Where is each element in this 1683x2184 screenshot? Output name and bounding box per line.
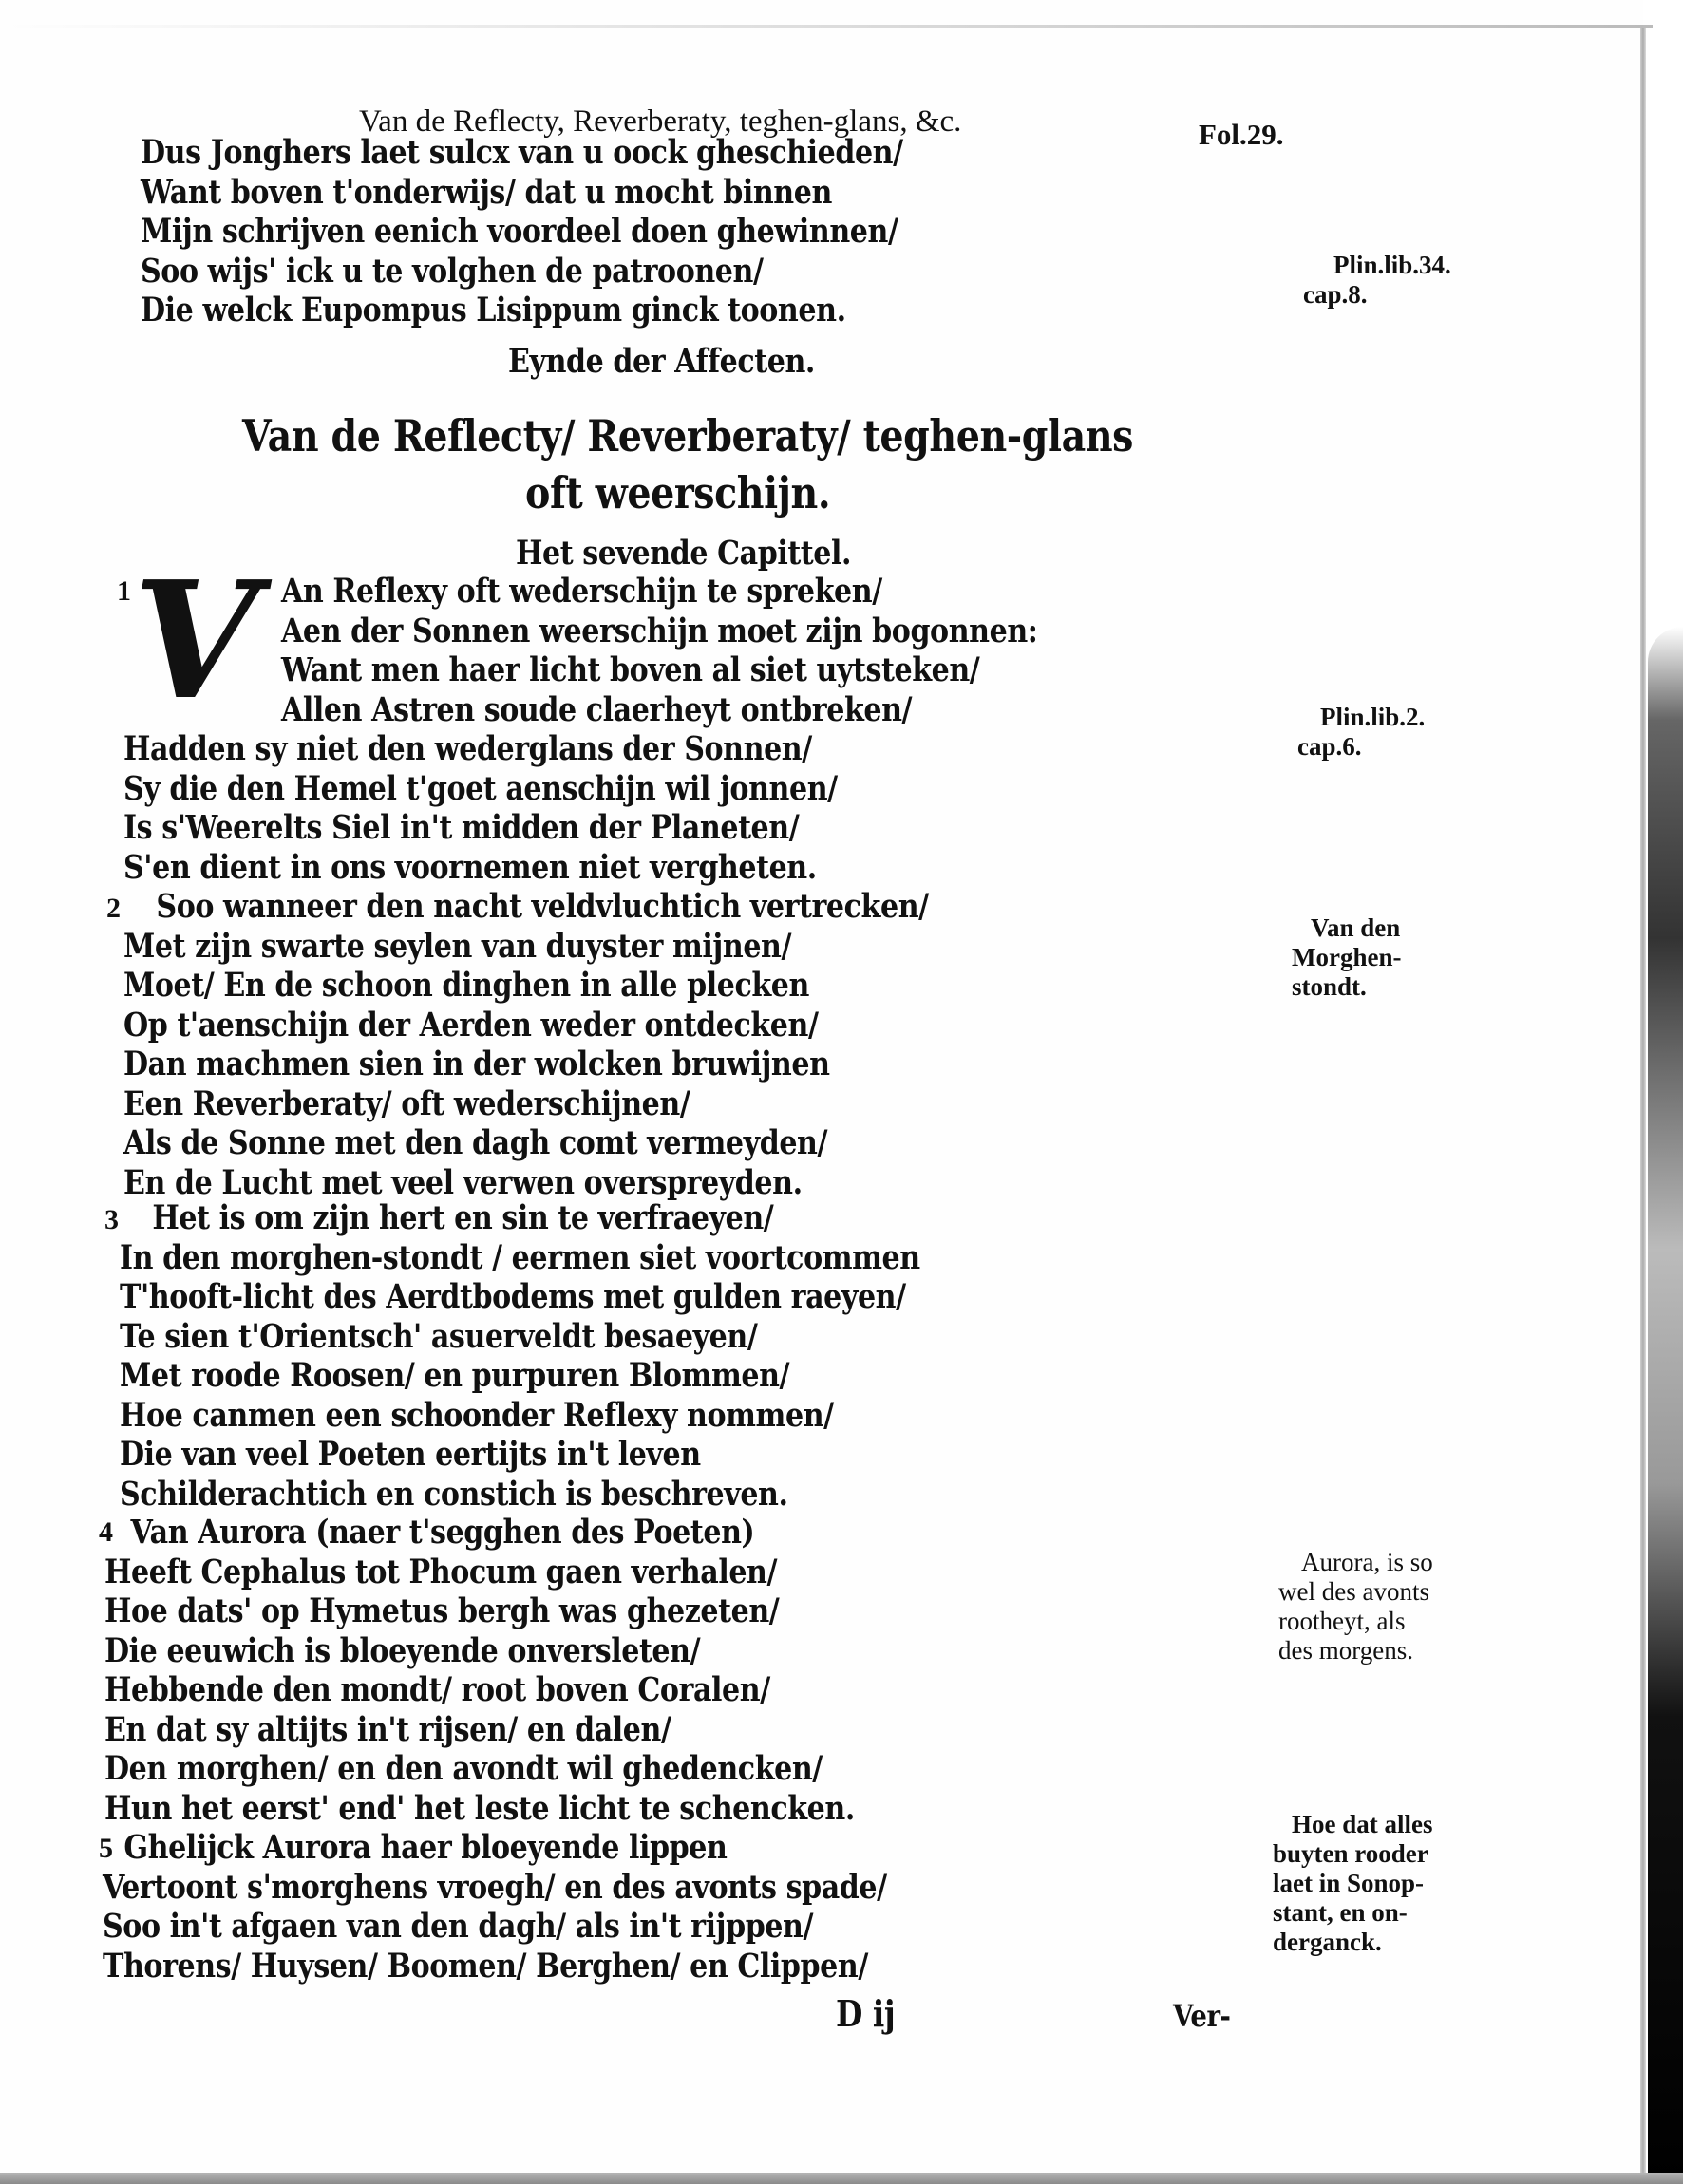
verse-line: Schilderachtich en constich is beschreven.	[120, 1474, 788, 1514]
verse-line: Thorens/ Huysen/ Boomen/ Berghen/ en Clippen/	[103, 1946, 868, 1986]
chapter-title-line-1: Van de Reflecty/ Reverberaty/ teghen-glans	[242, 410, 1134, 461]
stanza-4	[104, 1513, 976, 1828]
signature-mark: D ij	[836, 1992, 896, 2035]
verse-line: Want men haer licht boven al siet uytsteken/	[281, 650, 980, 689]
verse-line: Soo wijs' ick u te volghen de patroonen/	[141, 251, 764, 291]
page-right-edge	[1640, 28, 1646, 2175]
margin-note-morning: Van den Morghen- stondt.	[1292, 913, 1402, 1001]
verse-line: En dat sy altijts in't rijsen/ en dalen/	[104, 1709, 671, 1749]
verse-line: An Reflexy oft wederschijn te spreken/	[281, 572, 882, 611]
stanza-number: 2	[106, 893, 121, 924]
verse-line: Een Reverberaty/ oft wederschijnen/	[123, 1083, 690, 1123]
stanza-5	[103, 1828, 1014, 1986]
verse-line: Met roode Roosen/ en purpuren Blommen/	[120, 1356, 790, 1395]
page-top-edge	[0, 25, 1653, 28]
running-header: Van de Reflecty, Reverberaty, teghen-glans, &c.	[359, 104, 962, 139]
book-binding-shadow	[1648, 627, 1683, 2184]
verse-line: Soo wanneer den nacht veldvluchtich vertrecken/	[156, 887, 929, 926]
stanza-2	[123, 887, 1060, 1202]
verse-line: Het is om zijn hert en sin te verfraeyen/	[152, 1198, 774, 1237]
verse-line: Als de Sonne met den dagh comt vermeyden/	[123, 1123, 828, 1162]
verse-line: Heeft Cephalus tot Phocum gaen verhalen/	[104, 1552, 778, 1591]
stanza-number: 3	[104, 1204, 119, 1235]
verse-line: Hun het eerst' end' het leste licht te schencken.	[104, 1788, 855, 1828]
stanza-1-indented	[281, 572, 1161, 729]
verse-line: Die van veel Poeten eertijts in't leven	[120, 1435, 701, 1474]
verse-line: Dan machmen sien in der wolcken bruwijnen	[123, 1045, 830, 1083]
stanza-number: 4	[99, 1516, 113, 1548]
stanza-3	[120, 1198, 1050, 1514]
margin-note-pliny-2: Plin.lib.2. cap.6.	[1297, 703, 1426, 761]
chapter-title-line-2: oft weerschijn.	[525, 467, 831, 518]
verse-line: Mijn schrijven eenich voordeel doen ghewinnen/	[141, 212, 898, 251]
verse-line: Hoe canmen een schoonder Reflexy nommen/	[120, 1395, 834, 1435]
verse-line: T'hooft-licht des Aerdtbodems met gulden raeyen/	[120, 1277, 906, 1316]
verse-line: Op t'aenschijn der Aerden weder ontdecken/	[123, 1005, 819, 1045]
verse-line: S'en dient in ons voornemen niet vergheten.	[123, 847, 817, 887]
verse-line: En de Lucht met veel verwen overspreyden.	[123, 1162, 803, 1202]
margin-note-sunrise-sunset: Hoe dat alles buyten rooder laet in Sonop- stant, en on- derganck.	[1273, 1810, 1433, 1956]
stanza-1	[123, 729, 954, 887]
verse-line: Dus Jonghers laet sulcx van u oock gheschieden/	[141, 133, 903, 172]
verse-line: Van Aurora (naer t'segghen des Poeten)	[130, 1513, 755, 1552]
preceding-stanza	[141, 133, 1027, 330]
verse-line: Hoe dats' op Hymetus bergh was ghezeten/	[104, 1591, 780, 1630]
page-bottom-edge	[0, 2173, 1683, 2184]
verse-line: Sy die den Hemel t'goet aenschijn wil jonnen/	[123, 768, 838, 808]
verse-line: Is s'Weerelts Siel in't midden der Planeten/	[123, 808, 800, 847]
margin-note-pliny-34: Plin.lib.34. cap.8.	[1303, 251, 1451, 309]
verse-line: Allen Astren soude claerheyt ontbreken/	[281, 689, 913, 729]
verse-line: Die eeuwich is bloeyende onversleten/	[104, 1630, 701, 1670]
verse-line: Den morghen/ en den avondt wil ghedencken/	[104, 1749, 823, 1788]
verse-line: Vertoont s'morghens vroegh/ en des avonts spade/	[103, 1867, 887, 1907]
verse-line: Aen der Sonnen weerschijn moet zijn bogonnen:	[281, 611, 1038, 650]
verse-line: In den morghen-stondt / eermen siet voortcommen	[120, 1237, 920, 1277]
verse-line: Soo in't afgaen van den dagh/ als in't rijppen/	[103, 1907, 814, 1946]
margin-note-aurora: Aurora, is so wel des avonts rootheyt, als des morgens.	[1278, 1548, 1433, 1665]
verse-line: Die welck Eupompus Lisippum ginck toonen.	[141, 291, 846, 329]
verse-line: Moet/ En de schoon dinghen in alle plecken	[123, 966, 809, 1005]
verse-line: Hebbende den mondt/ root boven Coralen/	[104, 1670, 770, 1709]
catchword: Ver-	[1173, 1998, 1231, 2034]
verse-line: Ghelijck Aurora haer bloeyende lippen	[123, 1828, 728, 1867]
section-end-marker: Eynde der Affecten.	[508, 342, 815, 381]
drop-cap-ornament: V	[133, 546, 258, 736]
chapter-subtitle: Het sevende Capittel.	[516, 534, 852, 573]
verse-line: Hadden sy niet den wederglans der Sonnen/	[123, 729, 812, 768]
verse-line: Met zijn swarte seylen van duyster mijnen/	[123, 926, 792, 966]
stanza-number: 5	[99, 1833, 113, 1864]
stanza-number: 1	[117, 575, 131, 607]
folio-number: Fol.29.	[1199, 118, 1284, 151]
verse-line: Te sien t'Orientsch' asuerveldt besaeyen/	[120, 1316, 758, 1356]
verse-line: Want boven t'onderwijs/ dat u mocht binnen	[141, 172, 832, 212]
